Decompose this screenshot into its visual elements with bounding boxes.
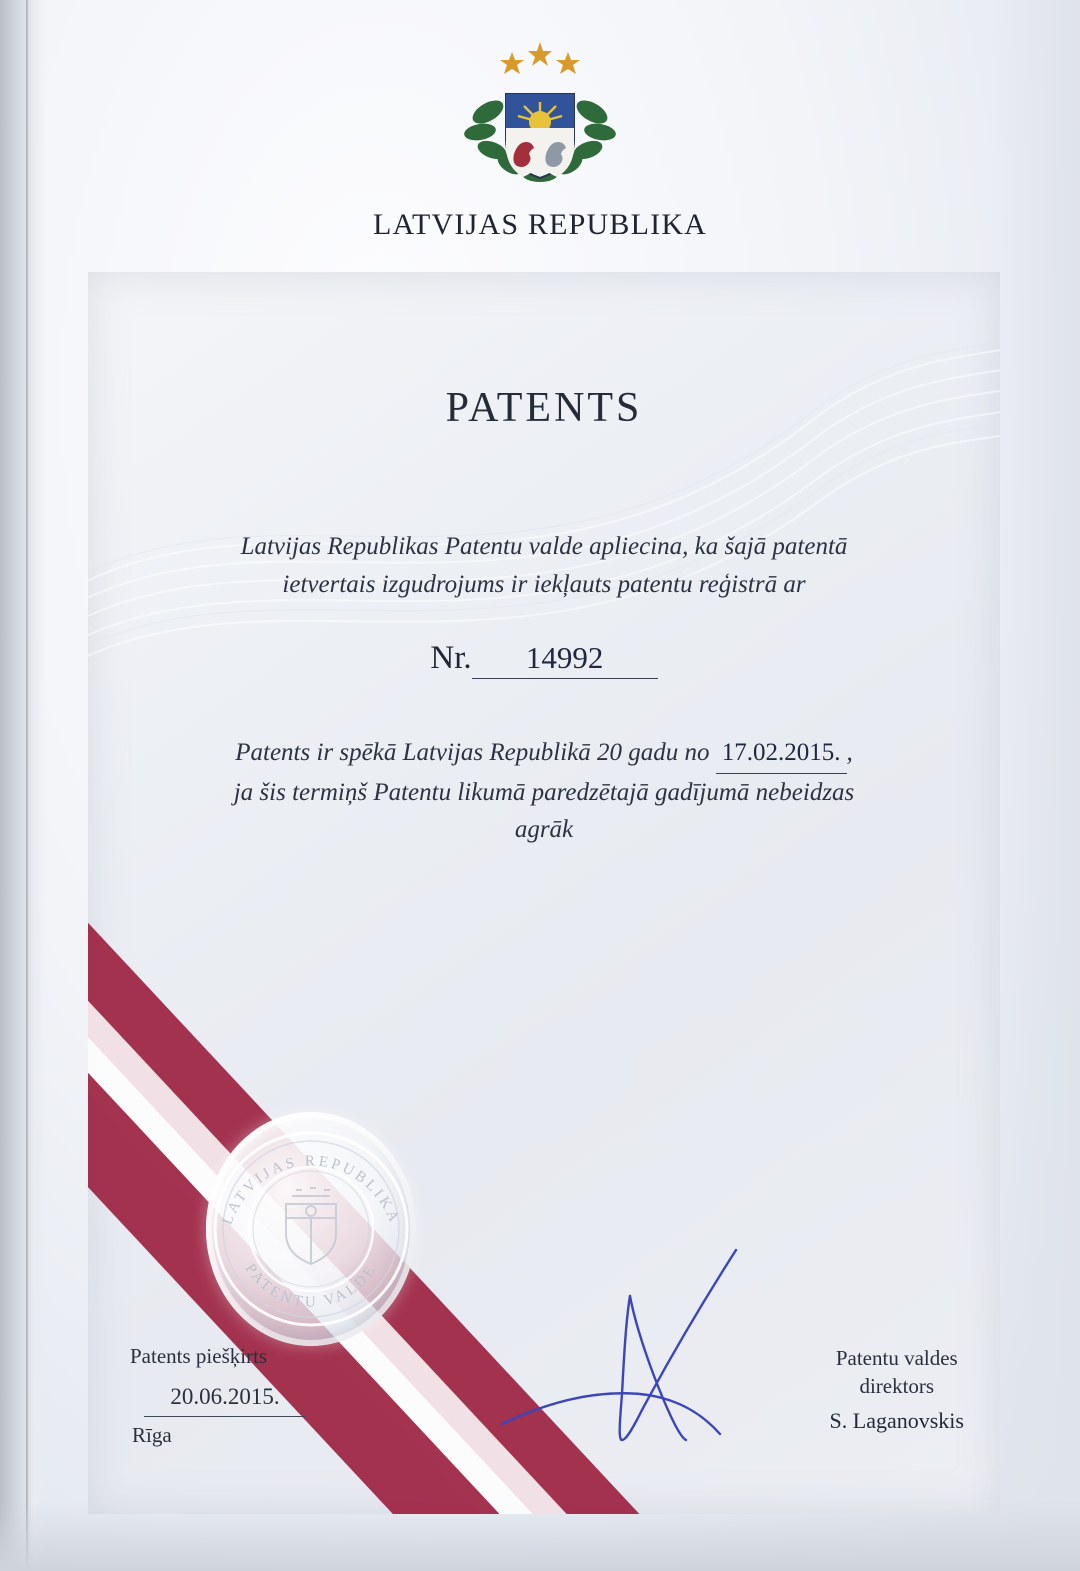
embossed-seal: [206, 1112, 416, 1346]
attestation-paragraph: [160, 528, 928, 603]
patent-number-row: [88, 640, 1000, 679]
patent-number-label: Nr.: [430, 640, 472, 676]
svg-text:LATVIJAS REPUBLIKA: LATVIJAS REPUBLIKA: [219, 1153, 403, 1228]
attestation-line-2: ietvertais izgudrojums ir iekļauts patentu reģistrā ar: [282, 570, 806, 598]
validity-line-1: [160, 734, 928, 774]
validity-prefix: Patents ir spēkā Latvijas Republikā 20 gadu no: [235, 739, 710, 766]
validity-line-2: ja šis termiņš Patentu likumā paredzētajā gadījumā nebeidzas: [233, 778, 855, 806]
validity-date: 17.02.2015.: [716, 734, 847, 774]
director-title-line-2: direktors: [859, 1373, 935, 1398]
validity-suffix: ,: [846, 739, 853, 766]
certificate-panel: [88, 272, 1000, 1514]
validity-line-3: agrāk: [514, 816, 574, 843]
patent-number-value: 14992: [472, 640, 658, 679]
director-title-line-1: Patentu valdes: [835, 1345, 958, 1370]
coat-of-arms-area: [0, 36, 1080, 201]
validity-paragraph: [160, 734, 928, 849]
grant-block: [130, 1340, 306, 1452]
latvia-coat-of-arms-icon: [440, 36, 640, 196]
director-name: S. Laganovskis: [829, 1408, 964, 1434]
svg-text:PATENTU VALDE: PATENTU VALDE: [241, 1261, 381, 1311]
grant-date: 20.06.2015.: [144, 1377, 306, 1418]
attestation-line-1: Latvijas Republikas Patentu valde apliecina, ka šajā patentā: [240, 533, 848, 560]
grant-label: Patents piešķirts: [130, 1344, 268, 1369]
country-title: LATVIJAS REPUBLIKA: [372, 208, 708, 241]
director-block: [830, 1344, 964, 1436]
grant-city: Rīga: [132, 1423, 172, 1448]
certificate-title: PATENTS: [445, 385, 643, 431]
